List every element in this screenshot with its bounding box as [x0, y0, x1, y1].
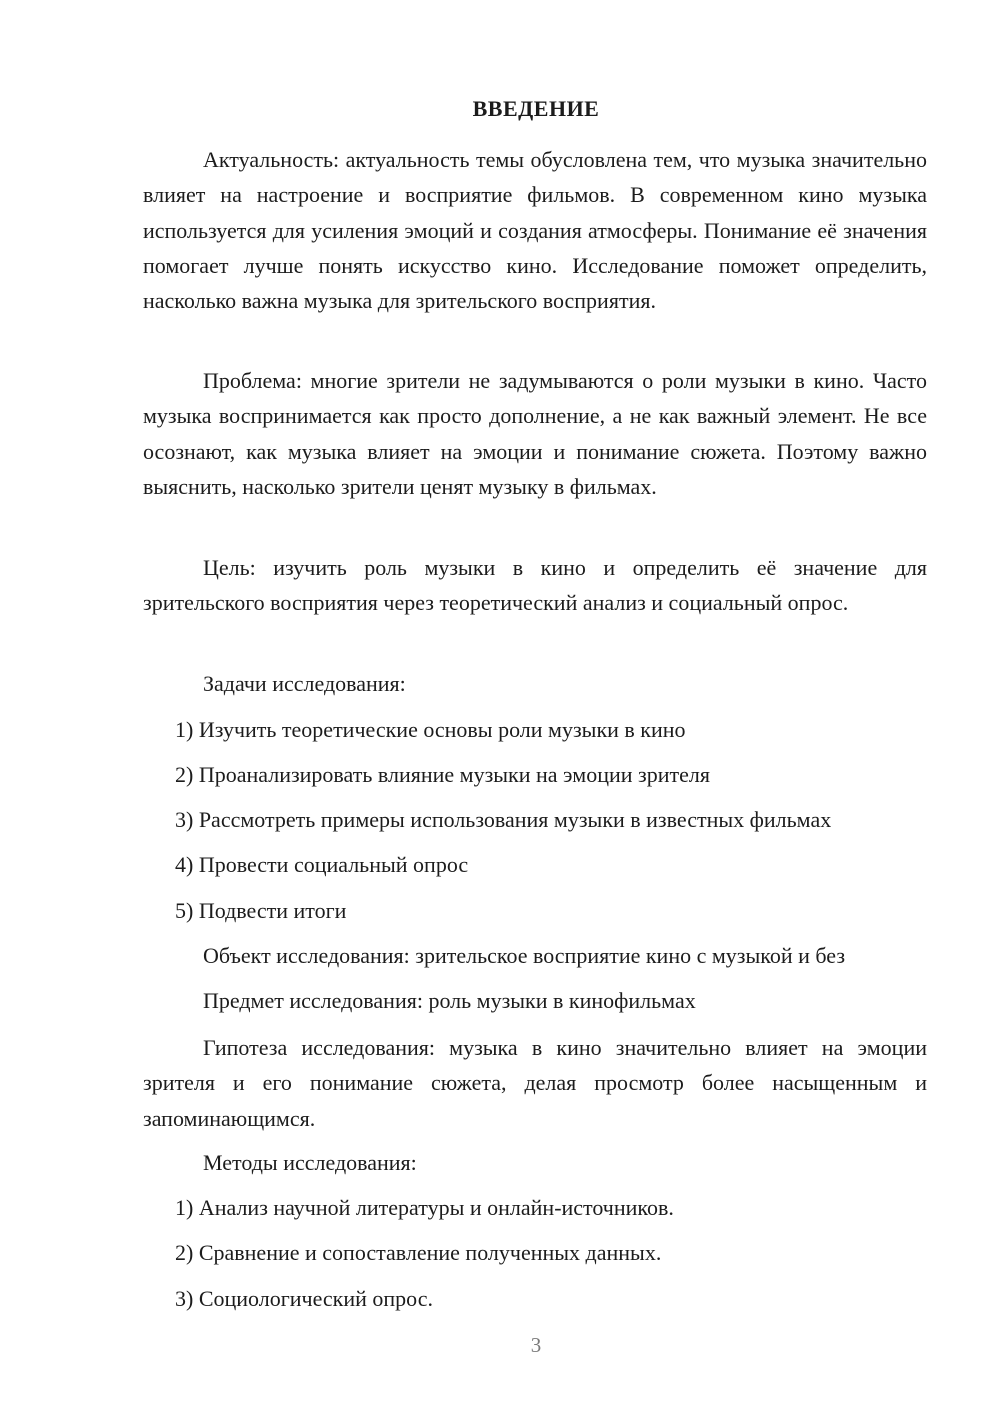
tasks-heading: Задачи исследования:: [203, 671, 406, 696]
task-item-4: 4) Провести социальный опрос: [175, 852, 469, 877]
task-item-5: 5) Подвести итоги: [175, 898, 347, 923]
method-item-3: 3) Социологический опрос.: [175, 1286, 433, 1311]
goal-paragraph: [143, 550, 927, 621]
relevance-text: Актуальность: актуальность темы обусловлена тем, что музыка значительно влияет на настроение и восприятие фильмов. В современном кино музыка используется для усиления эмоций и создания атмосферы. Понимание её значения помогает лучше понять искусство кино. Исследование поможет определить, насколько важна музыка для зрительского восприятия.: [143, 147, 927, 314]
method-item-1: 1) Анализ научной литературы и онлайн-источников.: [175, 1195, 674, 1220]
relevance-paragraph: [143, 142, 927, 318]
problem-paragraph: [143, 363, 927, 504]
task-item-2: 2) Проанализировать влияние музыки на эмоции зрителя: [175, 762, 710, 787]
page-number: 3: [530, 1333, 542, 1357]
methods-heading: Методы исследования:: [203, 1150, 417, 1175]
task-item-3: 3) Рассмотреть примеры использования музыки в известных фильмах: [175, 807, 832, 832]
research-object: Объект исследования: зрительское восприятие кино с музыкой и без: [203, 943, 846, 968]
hypothesis-paragraph: [143, 1030, 927, 1136]
method-item-2: 2) Сравнение и сопоставление полученных данных.: [175, 1240, 662, 1265]
research-subject: Предмет исследования: роль музыки в кинофильмах: [203, 988, 696, 1013]
goal-text: Цель: изучить роль музыки в кино и определить её значение для зрительского восприятия через теоретический анализ и социальный опрос.: [143, 555, 927, 616]
problem-text: Проблема: многие зрители не задумываются о роли музыки в кино. Часто музыка воспринимается как просто дополнение, а не как важный элемент. Не все осознают, как музыка влияет на эмоции и понимание сюжета. Поэтому важно выяснить, насколько зрители ценят музыку в фильмах.: [143, 368, 927, 499]
section-title: ВВЕДЕНИЕ: [472, 96, 600, 121]
hypothesis-text: Гипотеза исследования: музыка в кино значительно влияет на эмоции зрителя и его понимание сюжета, делая просмотр более насыщенным и запоминающимся.: [143, 1035, 927, 1131]
task-item-1: 1) Изучить теоретические основы роли музыки в кино: [175, 717, 686, 742]
